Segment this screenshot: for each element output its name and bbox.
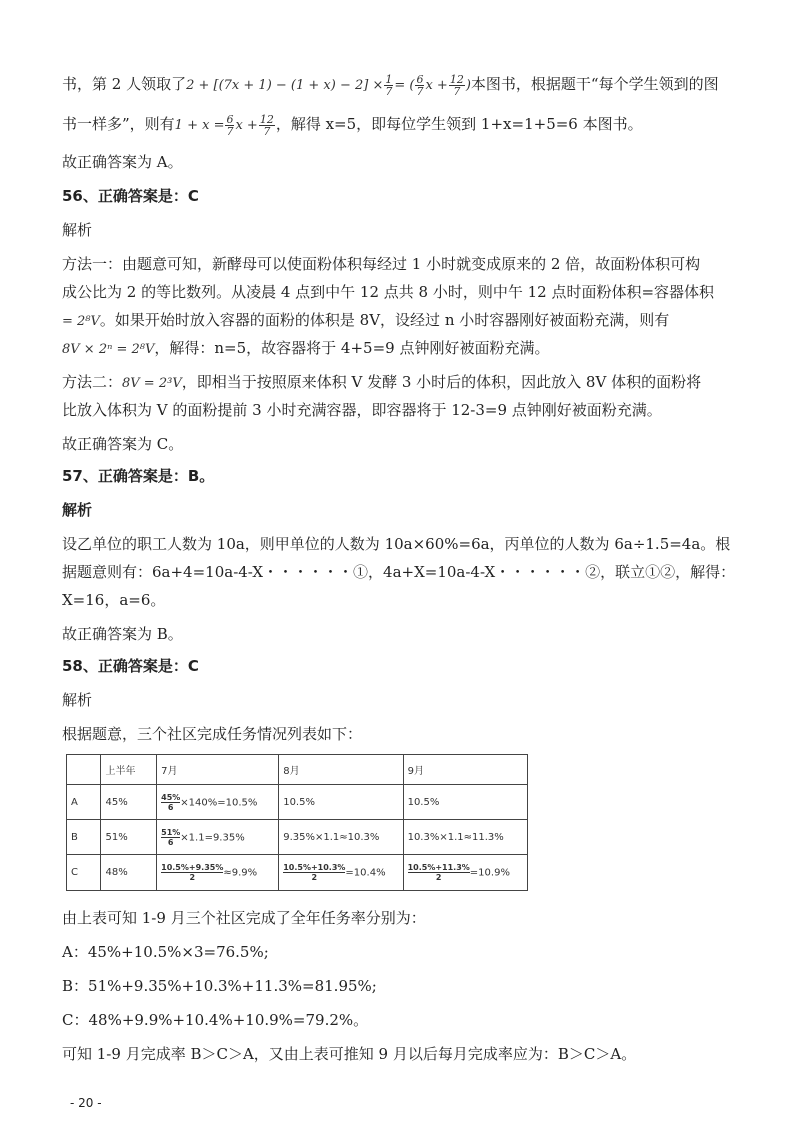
question-56-heading: 56、正确答案是：C: [62, 187, 199, 205]
cell-text: ≈9.9%: [223, 867, 258, 879]
text-line: [62, 310, 669, 332]
formula-text: 1 + x =: [174, 118, 225, 133]
formula: [186, 73, 471, 98]
fraction: [225, 114, 234, 137]
text-line: [62, 74, 719, 97]
table-cell: [403, 855, 527, 891]
table-header-cell: 7月: [157, 755, 279, 785]
cell-text: =10.4%: [345, 867, 386, 879]
text-line: C：48%+9.9%+10.4%+10.9%=79.2%。: [62, 1011, 369, 1029]
table-header-cell: 8月: [279, 755, 403, 785]
table-cell: 48%: [101, 855, 157, 891]
table-cell: A: [67, 785, 101, 820]
numerator: 10.5%+10.3%: [283, 863, 346, 872]
fraction: [384, 74, 393, 97]
text-line: [62, 372, 701, 394]
table-cell: 45%: [101, 785, 157, 820]
question-58-heading: 58、正确答案是：C: [62, 657, 199, 675]
denominator: 7: [385, 85, 393, 98]
fraction: [161, 828, 180, 847]
formula-text: x +: [235, 118, 258, 133]
formula: 8V = 2³V: [122, 376, 182, 391]
denominator: 2: [311, 873, 318, 882]
cell-text: =10.9%: [469, 867, 510, 879]
text-line: X=16，a=6。: [62, 591, 166, 609]
denominator: 2: [435, 873, 442, 882]
numerator: 12: [449, 73, 464, 86]
numerator: 6: [226, 113, 234, 126]
table-cell: [279, 855, 403, 891]
formula-text: x +: [425, 78, 448, 93]
denominator: 2: [189, 873, 196, 882]
analysis-label: 解析: [62, 691, 93, 709]
text-line: 根据题意，三个社区完成任务情况列表如下：: [62, 725, 363, 743]
fraction: [259, 114, 275, 137]
formula: [174, 113, 276, 138]
text-span: 书，第 2 人领取了: [62, 75, 187, 93]
table-cell: 9.35%×1.1≈10.3%: [279, 820, 403, 855]
cell-text: ×1.1=9.35%: [180, 832, 245, 843]
text-span: ，解得 x=5，即每位学生领到 1+x=1+5=6 本图书。: [275, 115, 643, 133]
text-line: 成公比为 2 的等比数列。从凌晨 4 点到中午 12 点共 8 小时，则中午 12 点时面粉体积=容器体积: [62, 283, 715, 301]
numerator: 6: [416, 73, 424, 86]
table-cell: B: [67, 820, 101, 855]
table-cell: 10.3%×1.1≈11.3%: [403, 820, 527, 855]
fraction: [283, 863, 345, 882]
denominator: 7: [416, 85, 424, 98]
formula-text: ): [465, 78, 471, 93]
answer-line: 故正确答案为 B。: [62, 625, 183, 643]
table-row: [67, 820, 528, 855]
page-number: - 20 -: [70, 1096, 102, 1110]
answer-line: 故正确答案为 A。: [62, 153, 183, 171]
community-task-table: [66, 754, 528, 891]
table-cell: 51%: [101, 820, 157, 855]
text-span: ，解得：n=5，故容器将于 4+5=9 点钟刚好被面粉充满。: [154, 339, 550, 357]
text-span: ，即相当于按照原来体积 V 发酵 3 小时后的体积，因此放入 8V 体积的面粉将: [181, 373, 702, 391]
numerator: 45%: [161, 792, 181, 802]
formula: = 2⁸V: [62, 314, 100, 329]
table-cell: 10.5%: [279, 785, 403, 820]
numerator: 1: [385, 73, 393, 86]
fraction: [161, 863, 223, 882]
numerator: 51%: [161, 827, 181, 837]
text-line: 比放入体积为 V 的面粉提前 3 小时充满容器，即容器将于 12-3=9 点钟刚好被面粉充满。: [62, 401, 662, 419]
denominator: 7: [453, 85, 461, 98]
analysis-label: 解析: [62, 501, 93, 519]
denominator: 6: [167, 802, 174, 812]
text-span: 。如果开始时放入容器的面粉的体积是 8V，设经过 n 小时容器刚好被面粉充满，则有: [99, 311, 670, 329]
text-line: 方法一：由题意可知，新酵母可以使面粉体积每经过 1 小时就变成原来的 2 倍，故面粉体积可构: [62, 255, 701, 273]
numerator: 12: [259, 113, 274, 126]
cell-text: ×140%=10.5%: [180, 797, 258, 808]
table-cell: C: [67, 855, 101, 891]
table-cell: [157, 785, 279, 820]
question-57-heading: 57、正确答案是：B。: [62, 467, 215, 485]
table-header-row: [67, 755, 528, 785]
table-row: [67, 785, 528, 820]
table-header-cell: 上半年: [101, 755, 157, 785]
formula-text: 2 + [(7x + 1) − (1 + x) − 2] ×: [186, 78, 384, 93]
text-line: 据题意则有：6a+4=10a-4-X・・・・・・①，4a+X=10a-4-X・・・・・・②，联立①②，解得：: [62, 563, 736, 581]
answer-line: 故正确答案为 C。: [62, 435, 184, 453]
fraction: [161, 793, 180, 812]
table-header-cell: 9月: [403, 755, 527, 785]
table-header-cell: [67, 755, 101, 785]
text-span: 方法二：: [62, 373, 123, 391]
text-line: B：51%+9.35%+10.3%+11.3%=81.95%;: [62, 977, 377, 995]
table-cell: [157, 820, 279, 855]
text-line: [62, 338, 549, 360]
text-line: 设乙单位的职工人数为 10a，则甲单位的人数为 10a×60%=6a，丙单位的人数为 6a÷1.5=4a。根: [62, 535, 731, 553]
text-line: [62, 114, 643, 137]
denominator: 7: [226, 125, 234, 138]
text-line: A：45%+10.5%×3=76.5%;: [62, 943, 269, 961]
formula: 8V × 2ⁿ = 2⁸V: [62, 342, 155, 357]
analysis-label: 解析: [62, 221, 93, 239]
text-line: 可知 1-9 月完成率 B＞C＞A，又由上表可推知 9 月以后每月完成率应为：B＞C＞A。: [62, 1045, 637, 1063]
table-cell: [157, 855, 279, 891]
formula-text: = (: [394, 78, 415, 93]
text-span: 书一样多”，则有: [62, 115, 175, 133]
numerator: 10.5%+11.3%: [407, 863, 470, 872]
text-line: 由上表可知 1-9 月三个社区完成了全年任务率分别为：: [62, 909, 426, 927]
fraction: [415, 74, 424, 97]
fraction: [449, 74, 465, 97]
table-row: [67, 855, 528, 891]
denominator: 7: [263, 125, 271, 138]
denominator: 6: [167, 837, 174, 847]
table-cell: 10.5%: [403, 785, 527, 820]
numerator: 10.5%+9.35%: [161, 863, 224, 872]
fraction: [408, 863, 470, 882]
text-span: 本图书，根据题干“每个学生领到的图: [470, 75, 719, 93]
